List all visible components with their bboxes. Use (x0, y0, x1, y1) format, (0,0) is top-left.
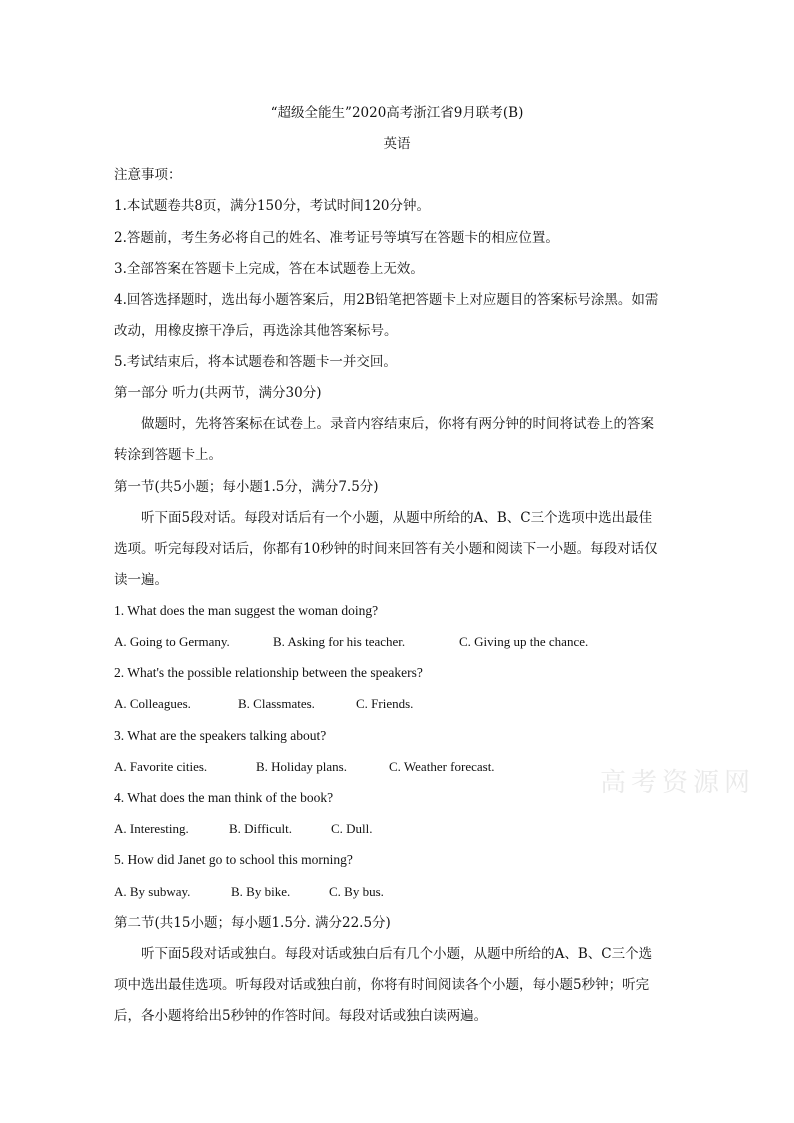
note-item: 2.答题前，考生务必将自己的姓名、准考证号等填写在答题卡的相应位置。 (114, 230, 559, 246)
option-a: A. By subway. (114, 884, 191, 899)
option-c: C. Dull. (331, 821, 373, 836)
exam-title: “超级全能生”2020高考浙江省9月联考(B) (270, 105, 524, 121)
section1-heading: 第一节(共5小题；每小题1.5分，满分7.5分) (114, 479, 379, 495)
option-b: B. Classmates. (238, 696, 315, 711)
section1-instruction: 读一遍。 (114, 572, 168, 588)
option-a: A. Favorite cities. (114, 759, 208, 774)
part1-instruction: 做题时，先将答案标在试卷上。录音内容结束后，你将有两分钟的时间将试卷上的答案 (141, 416, 654, 432)
option-b: B. Holiday plans. (256, 759, 347, 774)
section2-heading: 第二节(共15小题；每小题1.5分. 满分22.5分) (114, 915, 391, 931)
option-b: B. Asking for his teacher. (273, 634, 406, 649)
notes-heading: 注意事项： (114, 167, 182, 183)
section2-instruction: 听下面5段对话或独白。每段对话或独白后有几个小题，从题中所给的A、B、C三个选 (141, 946, 653, 962)
option-b: B. Difficult. (229, 821, 292, 836)
question-stem: 1. What does the man suggest the woman doing? (114, 603, 379, 618)
option-c: C. Friends. (356, 696, 414, 711)
question-stem: 5. How did Janet go to school this morning? (114, 852, 353, 867)
option-b: B. By bike. (231, 884, 291, 899)
question-stem: 3. What are the speakers talking about? (114, 728, 327, 743)
note-item: 5.考试结束后，将本试题卷和答题卡一并交回。 (114, 354, 397, 370)
option-a: A. Colleagues. (114, 696, 191, 711)
option-c: C. Weather forecast. (389, 759, 495, 774)
watermark: 高考资源网 (600, 768, 756, 798)
option-c: C. By bus. (329, 884, 384, 899)
part1-instruction: 转涂到答题卡上。 (114, 447, 222, 463)
option-c: C. Giving up the chance. (459, 634, 589, 649)
section2-instruction: 后，各小题将给出5秒钟的作答时间。每段对话或独白读两遍。 (114, 1008, 488, 1024)
subject-heading: 英语 (383, 136, 411, 152)
option-a: A. Going to Germany. (114, 634, 230, 649)
note-item: 改动，用橡皮擦干净后，再选涂其他答案标号。 (114, 323, 398, 339)
section1-instruction: 听下面5段对话。每段对话后有一个小题，从题中所给的A、B、C三个选项中选出最佳 (141, 510, 653, 526)
note-item: 4.回答选择题时，选出每小题答案后，用2B铅笔把答题卡上对应题目的答案标号涂黑。如需 (114, 292, 659, 308)
part1-heading: 第一部分 听力(共两节，满分30分) (114, 385, 322, 401)
section1-instruction: 选项。听完每段对话后，你都有10秒钟的时间来回答有关小题和阅读下一小题。每段对话仅 (114, 541, 658, 557)
option-a: A. Interesting. (114, 821, 189, 836)
section2-instruction: 项中选出最佳选项。听每段对话或独白前，你将有时间阅读各个小题，每小题5秒钟；听完 (114, 977, 650, 993)
question-stem: 2. What's the possible relationship between the speakers? (114, 665, 423, 680)
note-item: 1.本试题卷共8页，满分150分，考试时间120分钟。 (114, 198, 431, 214)
question-stem: 4. What does the man think of the book? (114, 790, 334, 805)
note-item: 3.全部答案在答题卡上完成，答在本试题卷上无效。 (114, 261, 424, 277)
